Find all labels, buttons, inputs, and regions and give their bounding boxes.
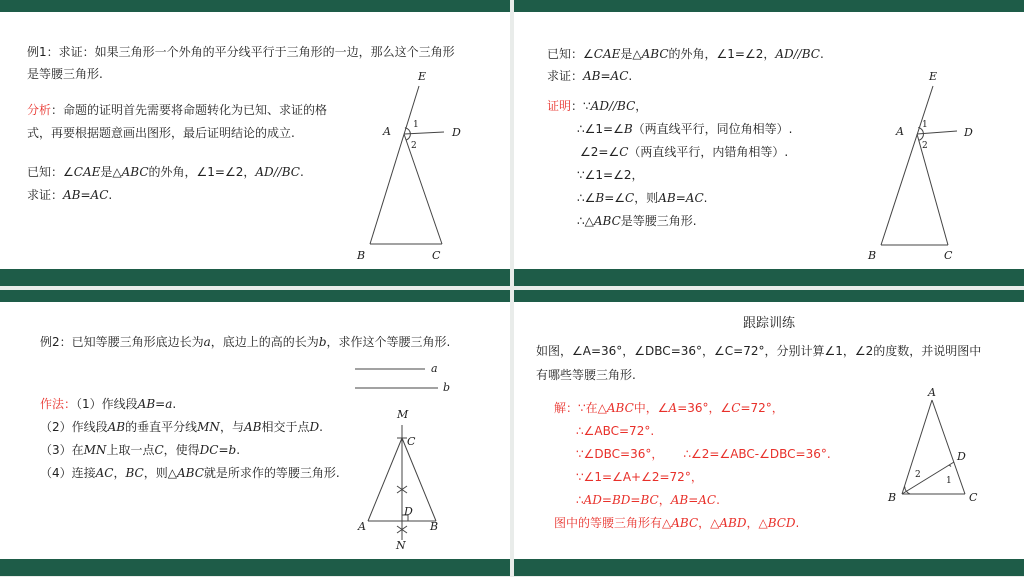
segment-b-label: b [443,381,451,394]
proof-line-3: ∵∠1=∠2， [577,168,644,182]
method-line-4: （4）连接AC，BC，则△ABC就是所求作的等腰三角形. [40,466,340,480]
label-A: A [358,520,366,533]
label-E: E [418,70,427,83]
label-D: D [964,126,973,139]
label-B: B [888,491,897,504]
problem-line-2: 是等腰三角形. [27,67,103,81]
label-A: A [928,386,936,399]
slide-example-1 [0,0,510,286]
prove-line: 求证：AB=AC. [27,188,113,202]
label-C: C [944,249,953,262]
method-line-1: 作法：（1）作线段AB=a. [40,397,177,411]
question-line-1: 如图，∠A=36°，∠DBC=36°，∠C=72°，分别计算∠1，∠2的度数，并说明图中 [536,344,982,358]
label-A: A [383,125,391,138]
solution-line-3: ∵∠DBC=36°， ∴∠2=∠ABC-∠DBC=36°. [576,447,831,461]
problem-line-1: 例1：求证：如果三角形一个外角的平分线平行于三角形的一边，那么这个三角形 [27,45,455,59]
angle-2-label: 2 [915,470,921,480]
segment-a-label: a [431,362,438,375]
label-D: D [404,505,413,518]
label-N: N [396,539,406,552]
label-B: B [357,249,366,262]
proof-label: 证明 [547,99,572,113]
solution-line-1: 解：∵在△ABC中，∠A=36°，∠C=72°， [554,401,784,415]
angle-2-label: 2 [922,141,928,151]
label-B: B [430,520,439,533]
method-line-3: （3）在MN上取一点C，使得DC=b. [40,443,241,457]
label-B: B [868,249,877,262]
label-D: D [957,450,966,463]
method-label: 作法： [40,397,77,411]
angle-1-label: 1 [413,120,419,130]
slide-title: 跟踪训练 [742,316,795,331]
given-line: 已知：∠CAE是△ABC的外角，∠1=∠2，AD//BC. [27,165,304,179]
solution-line-4: ∵∠1=∠A+∠2=72°， [576,470,703,484]
triangle-figure-2 [514,0,1024,286]
label-A: A [896,125,904,138]
proof-line-2: ∠2=∠C（两直线平行，内错角相等）. [580,145,789,159]
prove-line: 求证：AB=AC. [547,69,633,83]
label-C: C [969,491,978,504]
bottom-bar [514,559,1024,576]
angle-2-label: 2 [411,141,417,151]
proof-line-1: ∴∠1=∠B（两直线平行，同位角相等）. [577,122,793,136]
analysis-line-2: 式，再要根据题意画出图形，最后证明结论的成立. [27,126,295,140]
slide-practice [514,290,1024,576]
slide-proof [514,0,1024,286]
given-line: 已知：∠CAE是△ABC的外角，∠1=∠2，AD//BC. [547,47,824,61]
label-C: C [432,249,441,262]
analysis-label: 分析 [27,103,52,117]
label-C: C [407,435,416,448]
bottom-bar [514,269,1024,286]
question-line-2: 有哪些等腰三角形. [536,368,636,382]
analysis-line-1: 分析：命题的证明首先需要将命题转化为已知、求证的格 [27,103,328,117]
triangle-figure-4 [514,290,1024,576]
proof-line-4: ∴∠B=∠C，则AB=AC. [577,191,708,205]
solution-line-5: ∴AD=BD=BC，AB=AC. [576,493,720,507]
proof-line-5: ∴△ABC是等腰三角形. [577,214,697,228]
angle-1-label: 1 [946,476,952,486]
proof-line-0: 证明：∵AD//BC， [547,99,648,113]
label-D: D [452,126,461,139]
solution-line-2: ∴∠ABC=72°. [576,424,655,438]
triangle-figure-1 [0,0,510,286]
label-E: E [929,70,938,83]
label-M: M [397,408,409,421]
problem-line: 例2：已知等腰三角形底边长为a，底边上的高的长为b，求作这个等腰三角形. [40,335,451,349]
bottom-bar [0,559,510,576]
method-line-2: （2）作线段AB的垂直平分线MN，与AB相交于点D. [40,420,323,434]
solution-line-6: 图中的等腰三角形有△ABC，△ABD，△BCD. [554,516,800,530]
slide-example-2 [0,290,510,576]
bottom-bar [0,269,510,286]
angle-1-label: 1 [922,120,928,130]
